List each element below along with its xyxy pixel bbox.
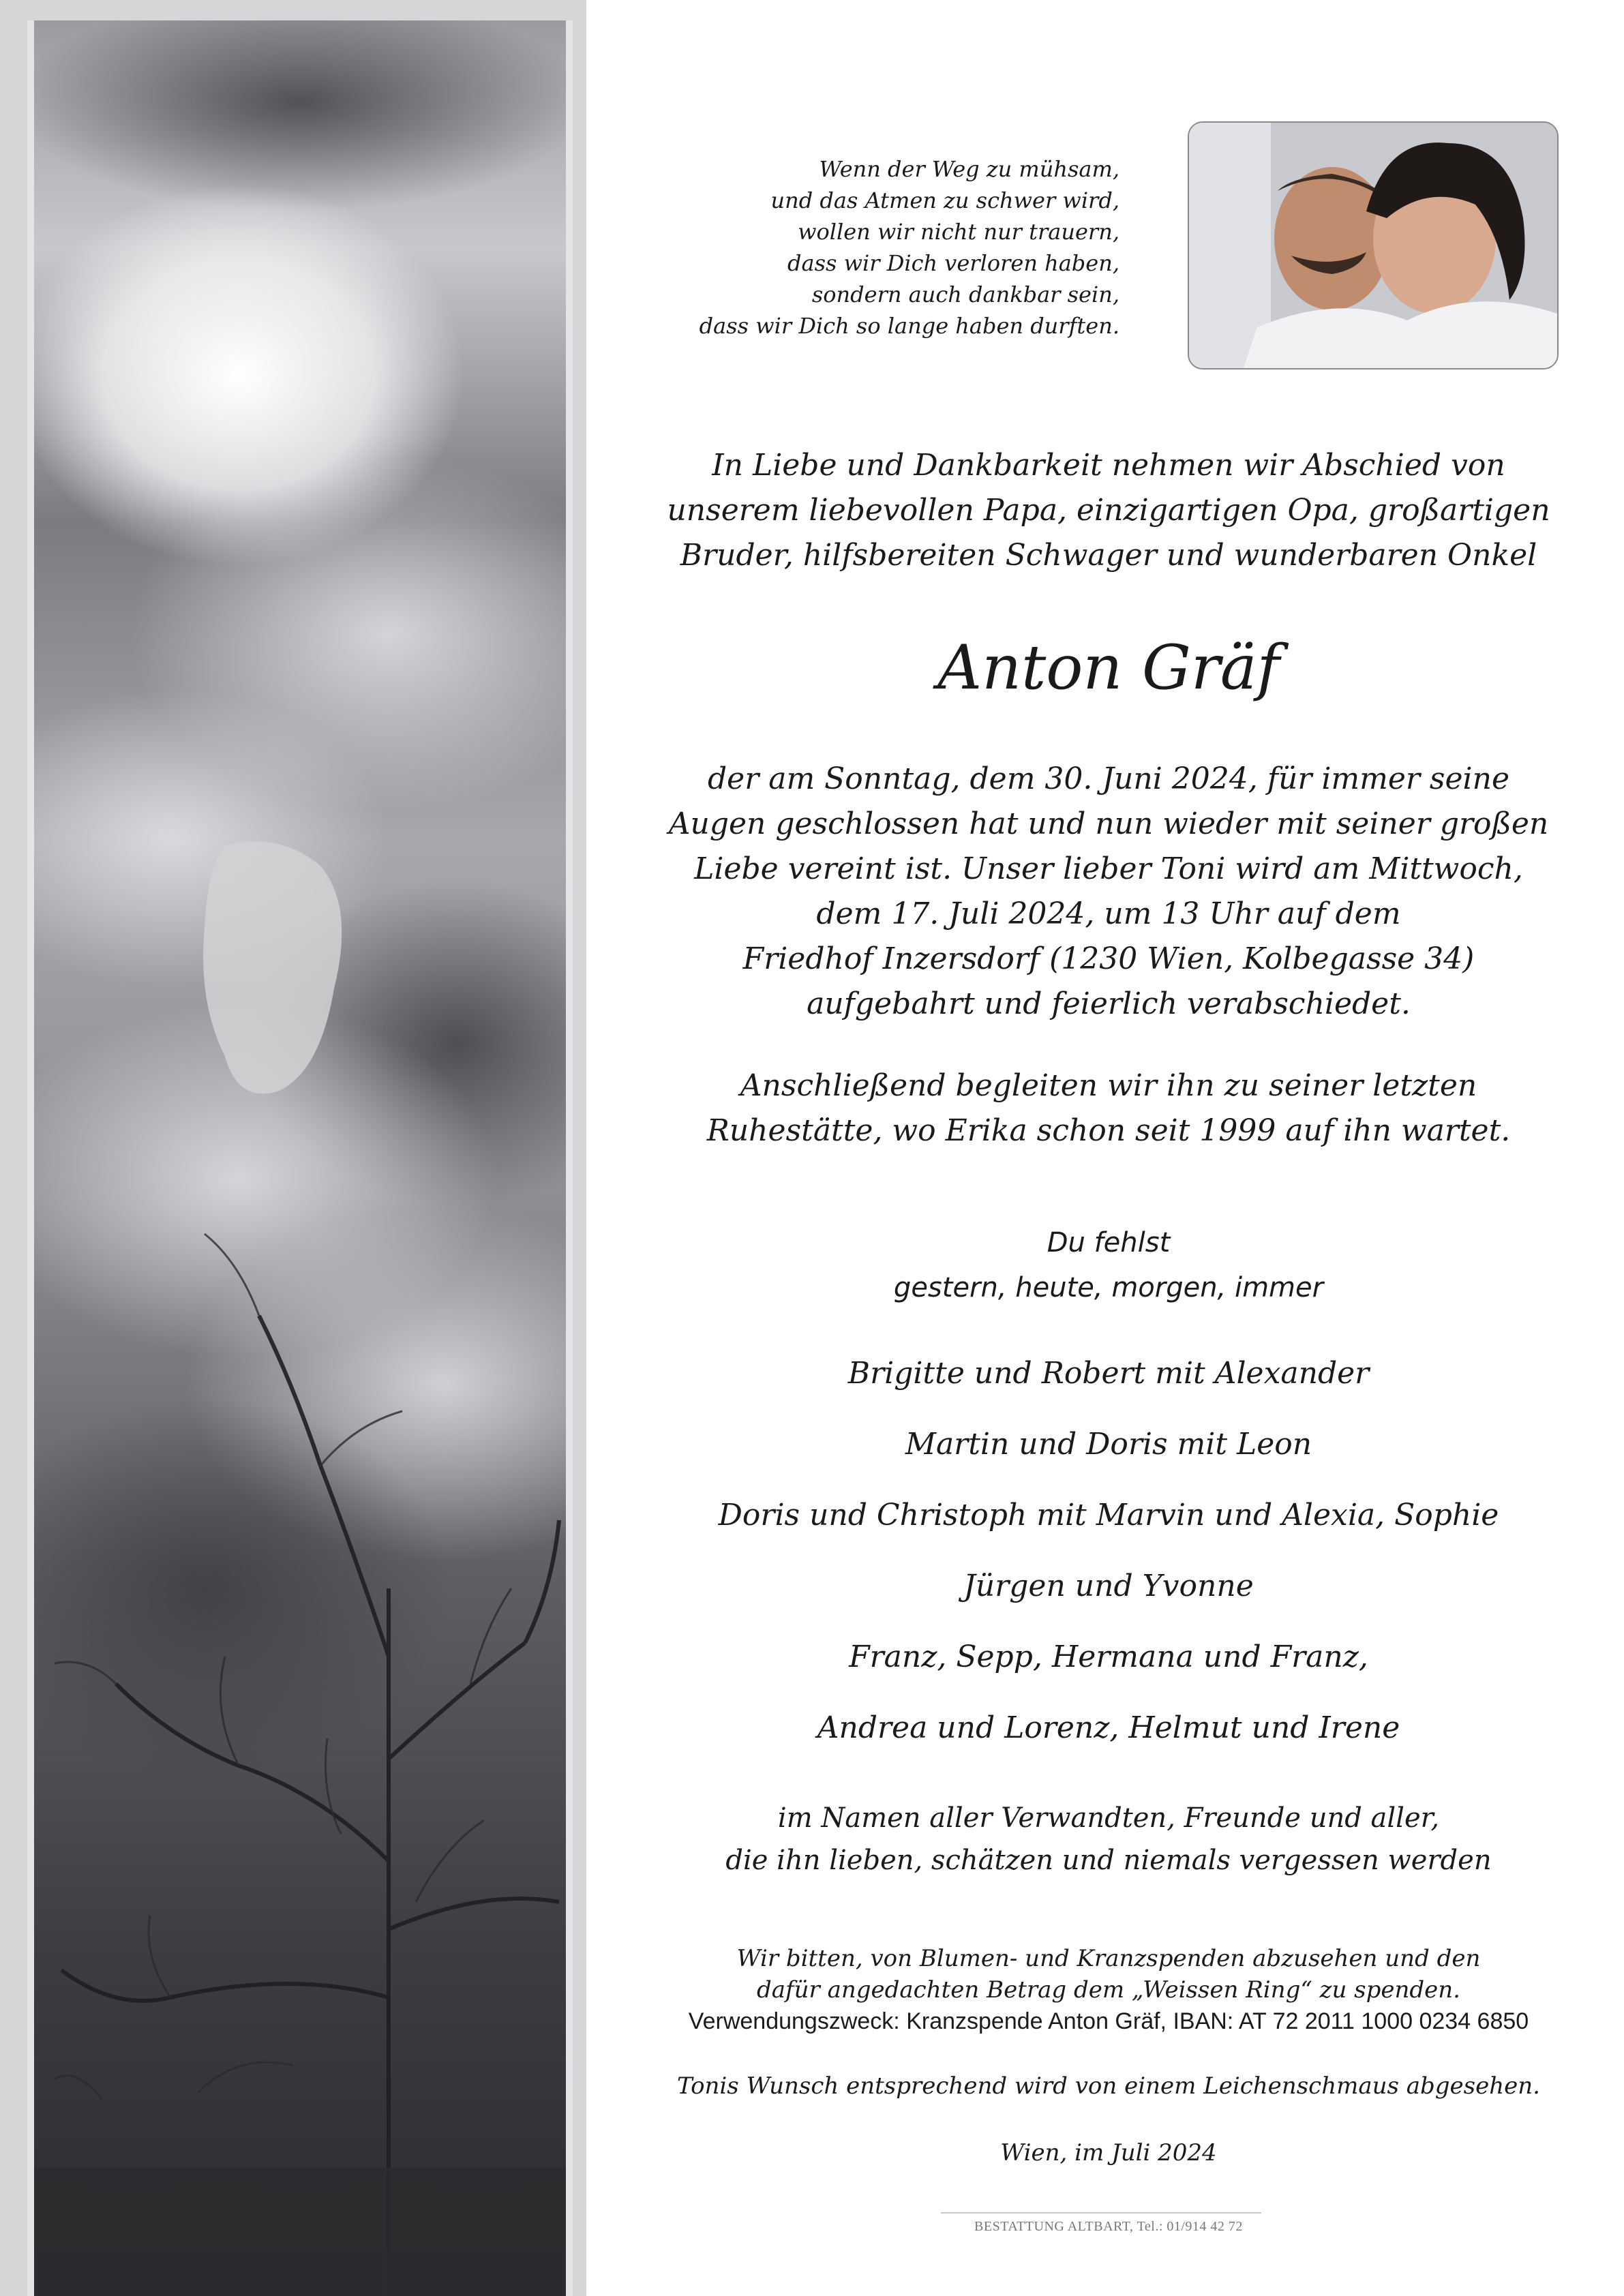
verse-line: sondern auch dankbar sein, — [811, 282, 1119, 307]
verse-line: dass wir Dich so lange haben durften. — [699, 313, 1119, 339]
verse-line: wollen wir nicht nur trauern, — [798, 219, 1119, 245]
death-notice-line: aufgebahrt und feierlich verabschiedet. — [807, 986, 1411, 1021]
deceased-name: Anton Gräf — [937, 632, 1280, 704]
intro-text — [593, 443, 1624, 578]
mourner-entry: Andrea und Lorenz, Helmut und Irene — [817, 1710, 1400, 1745]
death-notice — [593, 757, 1624, 1027]
verse-line: dass wir Dich verloren haben, — [787, 250, 1119, 276]
funeral-home-footer: BESTATTUNG ALTBART, Tel.: 01/914 42 72 — [974, 2219, 1243, 2234]
portrait-illustration — [1189, 123, 1557, 368]
motto-line: gestern, heute, morgen, immer — [893, 1272, 1324, 1303]
intro-line: In Liebe und Dankbarkeit nehmen wir Abschied von — [712, 448, 1505, 483]
mourner-entry: Martin und Doris mit Leon — [905, 1427, 1312, 1462]
opening-verse — [642, 153, 1119, 342]
death-notice-line: Friedhof Inzersdorf (1230 Wien, Kolbegasse 34) — [742, 941, 1475, 976]
wish-note: Tonis Wunsch entsprechend wird von einem Leichenschmaus abgesehen. — [677, 2072, 1540, 2100]
mourners-list — [593, 1350, 1624, 1775]
intro-line: unserem liebevollen Papa, einzigartigen Opa, großartigen — [667, 493, 1550, 528]
burial-line: Anschließend begleiten wir ihn zu seiner letzten — [740, 1068, 1477, 1103]
motto — [593, 1220, 1624, 1310]
verse-line: und das Atmen zu schwer wird, — [770, 187, 1119, 213]
portrait-photo — [1188, 121, 1559, 369]
death-notice-line: der am Sonntag, dem 30. Juni 2024, für immer seine — [707, 761, 1509, 796]
mourner-entry: Doris und Christoph mit Marvin und Alexia, Sophie — [718, 1498, 1499, 1532]
sky-tree-illustration — [34, 20, 566, 2296]
donation-request — [593, 1943, 1624, 2037]
mourner-entry: Brigitte und Robert mit Alexander — [847, 1356, 1370, 1391]
death-notice-line: dem 17. Juli 2024, um 13 Uhr auf dem — [816, 896, 1401, 931]
on-behalf-line: die ihn lieben, schätzen und niemals vergessen werden — [725, 1845, 1492, 1876]
sky-tree-photo — [27, 20, 573, 2296]
mourner-entry: Jürgen und Yvonne — [963, 1569, 1254, 1603]
donation-request-line: dafür angedachten Betrag dem „Weissen Ring“ zu spenden. — [757, 1976, 1460, 2004]
death-notice-line: Augen geschlossen hat und nun wieder mit seiner großen — [668, 806, 1549, 841]
obituary-content — [593, 0, 1624, 2296]
verse-line: Wenn der Weg zu mühsam, — [819, 156, 1119, 182]
death-notice-line: Liebe vereint ist. Unser lieber Toni wird am Mittwoch, — [694, 851, 1523, 886]
side-photo-column — [0, 0, 586, 2296]
place-date: Wien, im Juli 2024 — [1000, 2139, 1217, 2166]
intro-line: Bruder, hilfsbereiten Schwager und wunderbaren Onkel — [680, 538, 1537, 573]
burial-line: Ruhestätte, wo Erika schon seit 1999 auf ihn wartet. — [706, 1113, 1511, 1148]
burial-notice — [593, 1063, 1624, 1153]
mourner-entry: Franz, Sepp, Hermana und Franz, — [849, 1640, 1368, 1674]
motto-line: Du fehlst — [1047, 1227, 1171, 1258]
donation-purpose: Verwendungszweck: Kranzspende Anton Gräf, IBAN: AT 72 2011 1000 0234 6850 — [688, 2008, 1529, 2034]
on-behalf-line: im Namen aller Verwandten, Freunde und aller, — [777, 1802, 1440, 1834]
on-behalf-text — [593, 1797, 1624, 1882]
footer-divider — [941, 2212, 1261, 2214]
donation-request-line: Wir bitten, von Blumen- und Kranzspenden abzusehen und den — [736, 1945, 1481, 1972]
